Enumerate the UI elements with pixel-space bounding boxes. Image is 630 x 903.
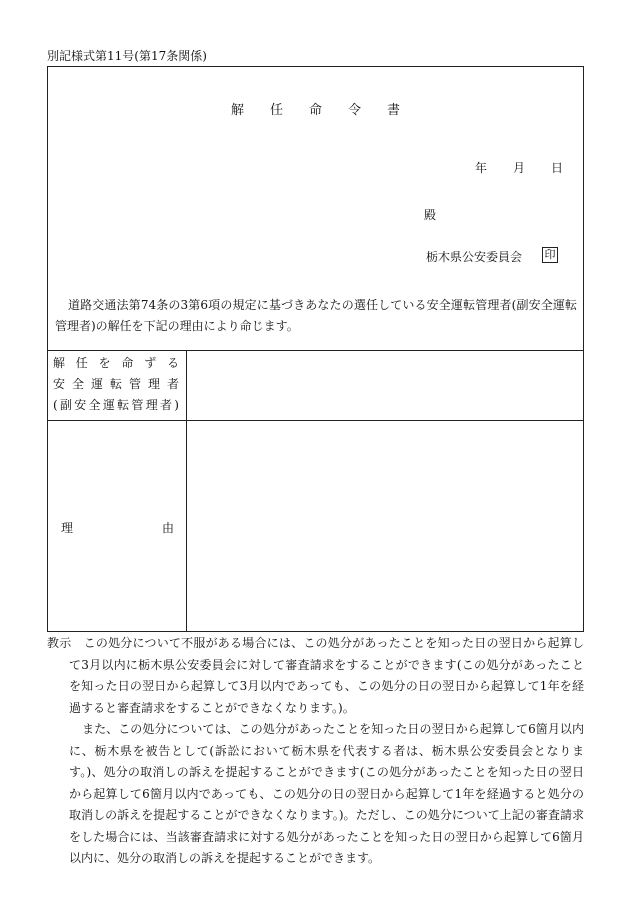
issuer-name: 栃木県公安委員会 — [426, 250, 523, 264]
manager-label-line: (副安全運転管理者) — [53, 398, 179, 412]
reason-label-char: 由 — [161, 521, 174, 535]
form-number-label: 別記様式第11号(第17条関係) — [47, 49, 207, 63]
title-char: 任 — [269, 103, 283, 118]
seal-mark: 印 — [542, 247, 558, 263]
reason-label — [61, 519, 174, 536]
notice-paragraph-1: 教示 この処分について不服がある場合には、この処分があったことを知った日の翌日から起算して3月以内に栃木県公安委員会に対して審査請求をすることができます(この処分があったことを知った日の翌日から起算して3月以内であっても、この処分の日の翌日から起算して1年を経過すると審査請求をすることができなくなります。)。 — [47, 636, 584, 715]
title-char: 解 — [230, 103, 244, 118]
title-char: 命 — [308, 103, 322, 118]
addressee-suffix: 殿 — [424, 208, 437, 222]
date-day-label: 日 — [550, 161, 563, 175]
order-form — [47, 66, 584, 632]
manager-label-cell — [53, 353, 179, 416]
date-month-label: 月 — [512, 161, 525, 175]
title-char: 書 — [387, 103, 401, 118]
order-body-text: 道路交通法第74条の3第6項の規定に基づきあなたの選任している安全運転管理者(副安全運転管理者)の解任を下記の理由により命じます。 — [55, 298, 577, 333]
notice-paragraph-2: また、この処分については、この処分があったことを知った日の翌日から起算して6箇月以内に、栃木県を被告として(訴訟において栃木県を代表する者は、栃木県公安委員会となります。)、処分の取消しの訴えを提起することができます(この処分があったことを知った日の翌日から起算して6箇月以内であっても、この処分の日の翌日から起算して1年を経過すると処分の取消しの訴えを提起することができなくなります。)。ただし、この処分について上記の審査請求をした場合には、当該審査請求に対する処分があったことを知った日の翌日から起算して6箇月以内に、処分の取消しの訴えを提起することができます。 — [69, 722, 584, 865]
reason-value-cell[interactable] — [188, 421, 583, 631]
table-column-divider — [186, 350, 187, 631]
manager-label-line: 安全運転管理者 — [53, 377, 179, 391]
appeal-notice — [47, 633, 584, 870]
manager-value-cell[interactable] — [188, 351, 583, 419]
date-year-label: 年 — [475, 161, 488, 175]
document-title — [48, 99, 583, 118]
title-char: 令 — [348, 103, 362, 118]
manager-label-line: 解任を命ずる — [53, 356, 179, 370]
reason-label-char: 理 — [61, 521, 74, 535]
date-line — [475, 159, 563, 176]
